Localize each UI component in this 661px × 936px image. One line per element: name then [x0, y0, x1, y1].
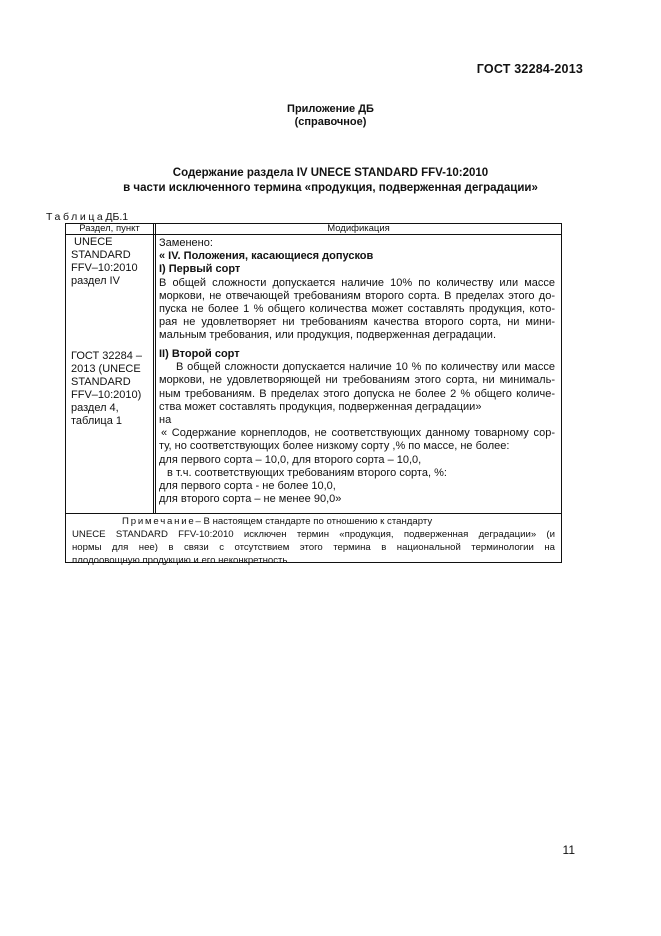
modification-cell-second — [159, 348, 555, 506]
replaced-with-label: на — [159, 414, 172, 427]
column-divider — [153, 224, 154, 513]
second-grade-line: В общей сложности допускается наличие 10 % по количеству или массе — [176, 361, 555, 374]
section-line: 2013 (UNECE — [71, 363, 141, 375]
first-grade-line: мальным требования, или продукция, подверженная деградации. — [159, 329, 497, 342]
note-line-3: нормы для нее) в связи с отсутствием этого термина в национальной терминологии на — [72, 542, 555, 553]
section-line: STANDARD — [71, 249, 131, 261]
section-line: FFV–10:2010) — [71, 389, 142, 401]
modification-cell-first — [159, 237, 555, 343]
table-label-number: ДБ.1 — [105, 211, 129, 223]
column-divider-double — [155, 224, 156, 513]
note-line-2: UNECE STANDARD FFV-10:2010 исключен термин «продукция, подверженная деградации» (и — [72, 529, 555, 540]
document-title-line-2: в части исключенного термина «продукция, подверженная деградации» — [123, 182, 538, 194]
table-note-divider — [66, 513, 561, 514]
note-line-4: плодоовощную продукцию и его неконкретность. — [72, 555, 291, 566]
first-grade-line: моркови, не отвечающей требованиям второго сорта. В пределах этого до- — [159, 289, 555, 302]
modification-table — [65, 223, 562, 566]
note-label: Примечание — [122, 516, 196, 527]
replaced-label: Заменено: — [159, 237, 213, 249]
tolerances-heading: « IV. Положения, касающиеся допусков — [159, 250, 374, 263]
section-line: STANDARD — [71, 376, 131, 388]
first-grade-title: I) Первый сорт — [159, 263, 241, 276]
column-header-section: Раздел, пункт — [79, 223, 140, 234]
table-note — [72, 515, 555, 567]
standard-header: ГОСТ 32284-2013 — [476, 62, 583, 76]
second-grade-min-line: для второго сорта – не менее 90,0» — [159, 493, 342, 506]
note-line-1 — [72, 515, 555, 528]
document-title — [0, 166, 661, 196]
first-grade-line: пуска не более 1 % общего количества может составлять продукция, кото- — [159, 303, 555, 316]
first-grade-value-line: для первого сорта – 10,0, для второго сорта – 10,0, — [159, 453, 422, 466]
second-grade-title: II) Второй сорт — [159, 348, 240, 360]
incl-second-grade-line: в т.ч. соответствующих требованиям второго сорта, %: — [167, 466, 447, 479]
first-grade-line: рая не удовлетворяет ни требованиям качества второго сорта, ни мини- — [159, 316, 555, 329]
note-text: – В настоящем стандарте по отношению к стандарту — [195, 516, 433, 527]
section-line: раздел 4, — [71, 402, 119, 414]
second-grade-line: ным требованиям. В пределах этого допуска не более 2 % общего количе- — [159, 387, 555, 400]
annex-type: (справочное) — [294, 116, 367, 128]
second-grade-line: моркови, не удовлетворяющей ни требованиям этого сорта, ни минималь- — [159, 374, 555, 387]
section-cell-gost — [71, 350, 151, 428]
section-cell-unece — [71, 236, 151, 288]
section-line: таблица 1 — [71, 415, 122, 427]
first-grade-max-line: для первого сорта - не более 10,0, — [159, 480, 336, 493]
table-label-word: Таблица — [46, 211, 106, 223]
new-text-line: « Содержание корнеплодов, не соответствующих данному товарному сор- — [161, 427, 555, 440]
table-label — [46, 211, 128, 223]
section-line: FFV–10:2010 — [71, 262, 138, 274]
annex-title — [0, 103, 661, 129]
page-number: 11 — [562, 843, 575, 857]
second-grade-line: ства может составлять продукция, подверженная деградации» — [159, 400, 482, 413]
section-line: раздел IV — [71, 275, 120, 287]
annex-name: Приложение ДБ — [287, 103, 374, 115]
section-line: ГОСТ 32284 – — [71, 350, 143, 362]
column-header-modification: Модификация — [327, 223, 390, 234]
new-text-line: ту, но соответствующих более низкому сорту ,% по массе, не более: — [159, 440, 510, 453]
first-grade-line: В общей сложности допускается наличие 10% по количеству или массе — [159, 276, 555, 289]
table-header-divider — [66, 234, 561, 235]
document-title-line-1: Содержание раздела IV UNECE STANDARD FFV-10:2010 — [172, 167, 489, 179]
section-line: UNECE — [74, 236, 113, 248]
